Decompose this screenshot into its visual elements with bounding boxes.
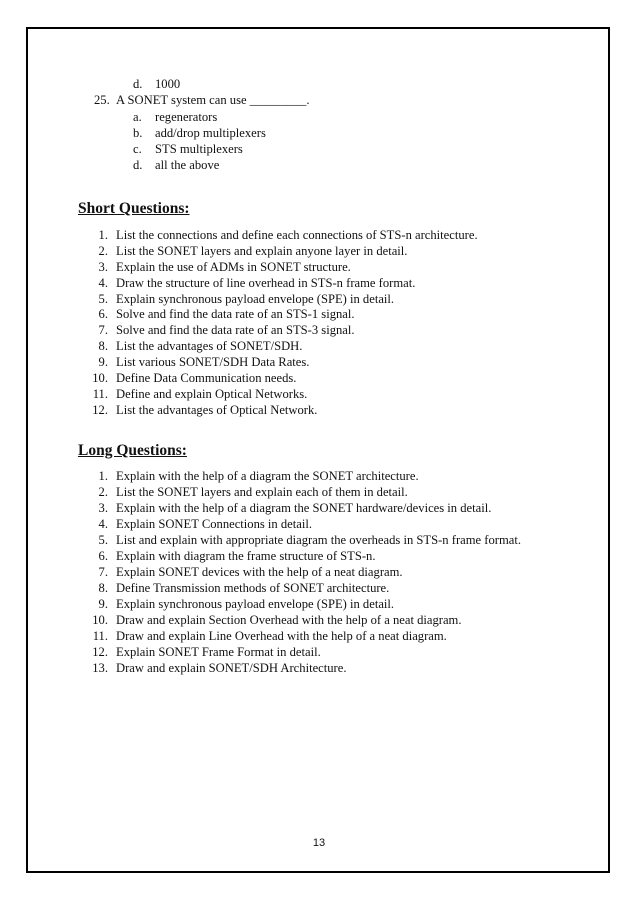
list-item: List the connections and define each connections of STS-n architecture.	[116, 228, 478, 242]
list-item-number: 1.	[98, 228, 108, 242]
list-item: Explain the use of ADMs in SONET structure.	[116, 260, 351, 274]
question-text: A SONET system can use _________.	[116, 93, 310, 107]
list-item: Explain with the help of a diagram the SONET architecture.	[116, 469, 419, 483]
list-item: Explain SONET devices with the help of a neat diagram.	[116, 565, 403, 579]
list-item: Explain with the help of a diagram the SONET hardware/devices in detail.	[116, 501, 492, 515]
list-item: Define and explain Optical Networks.	[116, 387, 308, 401]
list-item-number: 7.	[98, 323, 108, 337]
option-letter: d.	[133, 158, 143, 172]
option-text: all the above	[155, 158, 220, 172]
list-item-number: 7.	[98, 565, 108, 579]
option-text: add/drop multiplexers	[155, 126, 266, 140]
list-item: Draw the structure of line overhead in STS-n frame format.	[116, 276, 416, 290]
list-item: Draw and explain SONET/SDH Architecture.	[116, 661, 347, 675]
list-item-number: 1.	[98, 469, 108, 483]
question-number: 25.	[94, 93, 110, 107]
list-item: List the SONET layers and explain anyone layer in detail.	[116, 244, 408, 258]
long-questions-heading: Long Questions:	[78, 442, 187, 459]
list-item-number: 6.	[98, 549, 108, 563]
list-item: List the SONET layers and explain each of them in detail.	[116, 485, 408, 499]
short-questions-heading: Short Questions:	[78, 200, 190, 217]
option-letter: a.	[133, 110, 142, 124]
option-letter: b.	[133, 126, 143, 140]
option-letter: d.	[133, 77, 143, 91]
list-item-number: 3.	[98, 501, 108, 515]
option-text: regenerators	[155, 110, 218, 124]
list-item: Draw and explain Section Overhead with the help of a neat diagram.	[116, 613, 462, 627]
list-item-number: 12.	[92, 645, 108, 659]
list-item-number: 4.	[98, 276, 108, 290]
list-item-number: 10.	[92, 371, 108, 385]
page-number: 13	[312, 837, 326, 849]
list-item: List and explain with appropriate diagram the overheads in STS-n frame format.	[116, 533, 521, 547]
list-item: Explain synchronous payload envelope (SPE) in detail.	[116, 597, 395, 611]
list-item: Draw and explain Line Overhead with the help of a neat diagram.	[116, 629, 447, 643]
list-item: Solve and find the data rate of an STS-3 signal.	[116, 323, 355, 337]
list-item-number: 13.	[92, 661, 108, 675]
list-item: Explain synchronous payload envelope (SPE) in detail.	[116, 292, 395, 306]
list-item-number: 11.	[92, 629, 108, 643]
list-item-number: 12.	[92, 403, 108, 417]
list-item-number: 11.	[92, 387, 108, 401]
list-item-number: 2.	[98, 244, 108, 258]
list-item: List the advantages of Optical Network.	[116, 403, 318, 417]
list-item: Explain with diagram the frame structure of STS-n.	[116, 549, 376, 563]
list-item-number: 10.	[92, 613, 108, 627]
list-item-number: 9.	[98, 597, 108, 611]
list-item-number: 2.	[98, 485, 108, 499]
list-item-number: 3.	[98, 260, 108, 274]
list-item-number: 9.	[98, 355, 108, 369]
list-item: Define Transmission methods of SONET architecture.	[116, 581, 390, 595]
list-item: Solve and find the data rate of an STS-1 signal.	[116, 307, 355, 321]
list-item-number: 5.	[98, 292, 108, 306]
list-item: Explain SONET Frame Format in detail.	[116, 645, 321, 659]
list-item-number: 5.	[98, 533, 108, 547]
option-letter: c.	[133, 142, 142, 156]
list-item-number: 6.	[98, 307, 108, 321]
list-item: List various SONET/SDH Data Rates.	[116, 355, 310, 369]
list-item-number: 8.	[98, 581, 108, 595]
list-item: List the advantages of SONET/SDH.	[116, 339, 303, 353]
list-item-number: 8.	[98, 339, 108, 353]
option-text: STS multiplexers	[155, 142, 243, 156]
option-text: 1000	[155, 77, 181, 91]
list-item: Define Data Communication needs.	[116, 371, 297, 385]
list-item: Explain SONET Connections in detail.	[116, 517, 312, 531]
list-item-number: 4.	[98, 517, 108, 531]
